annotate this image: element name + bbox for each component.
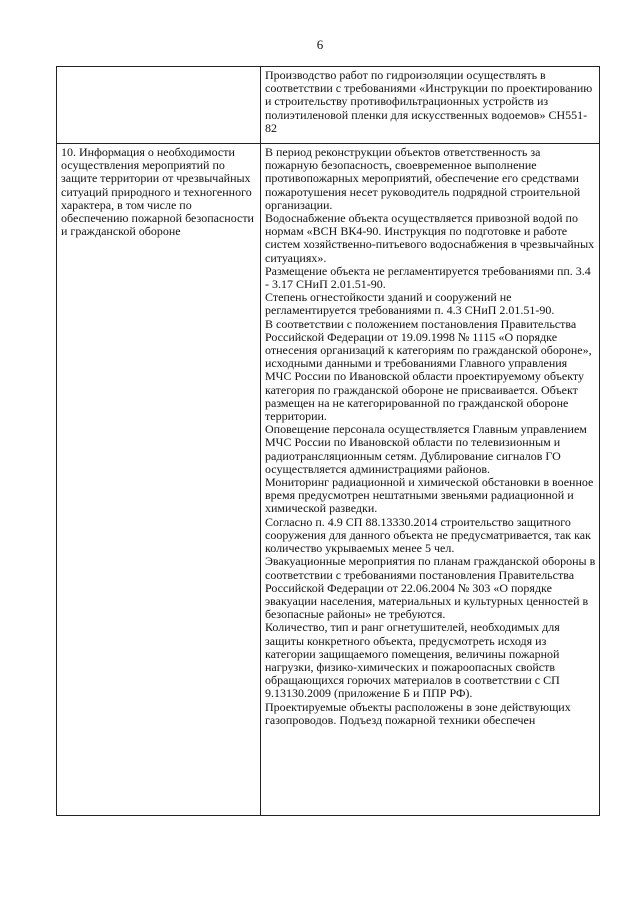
table-row [57,67,600,144]
page-number: 6 [316,37,324,52]
paragraph: Производство работ по гидроизоляции осуществлять в соответствии с требованиями «Инструкции по проектированию и строительству противофильтрационных устройств из полиэтиленовой пленки для искусственных водоемов» СН551-82 [265,68,593,135]
row-content-cell [261,144,600,816]
paragraph: Количество, тип и ранг огнетушителей, необходимых для защиты конкретного объекта, предусмотреть исходя из категории защищаемого помещения, величины пожарной нагрузки, физико-химических и пожароопасных свойств обращающихся горючих материалов в соответствии с СП 9.13130.2009 (приложение Б и ППР РФ). [265,620,560,701]
paragraph: В период реконструкции объектов ответственность за пожарную безопасность, своевременное выполнение противопожарных мероприятий, обеспечение его средствами пожаротушения несет руководитель подрядной строительной организации. [265,145,581,212]
paragraph: Степень огнестойкости зданий и сооружений не регламентируется требованиями п. 4.3 СНиП 2.01.51-90. [265,290,555,318]
row-content-cell [261,67,600,144]
table-row [57,144,600,816]
paragraph: Размещение объекта не регламентируется требованиями пп. 3.4 - 3.17 СНиП 2.01.51-90. [265,263,591,292]
paragraph: Оповещение персонала осуществляется Главным управлением МЧС России по Ивановской области по телевизионным и радиотрансляционным сетям. Дублирование сигналов ГО осуществляется администрациями районов. [265,422,587,476]
row-label-cell [57,67,261,144]
paragraph: Мониторинг радиационной и химической обстановки в военное время предусмотрен нештатными звеньями радиационной и химической разведки. [265,475,594,516]
paragraph: Эвакуационные мероприятия по планам гражданской обороны в соответствии с требованиями постановления Правительства Российской Федерации от 22.06.2004 № 303 «О порядке эвакуации населения, материальных и культурных ценностей в безопасные районы» не требуются. [265,554,596,622]
paragraph: Проектируемые объекты расположены в зоне действующих газопроводов. Подъезд пожарной техники обеспечен [265,699,571,727]
content-table [56,66,600,816]
paragraph: Водоснабжение объекта осуществляется привозной водой по нормам «ВСН ВК4-90. Инструкция по подготовке и работе систем хозяйственно-питьевого водоснабжения в чрезвычайных ситуациях». [265,211,595,265]
paragraph: Согласно п. 4.9 СП 88.13330.2014 строительство защитного сооружения для данного объекта не предусматривается, так как количество укрываемых менее 5 чел. [265,514,591,556]
paragraph: В соответствии с положением постановления Правительства Российской Федерации от 19.09.1998 № 1115 «О порядке отнесения организаций к категориям по гражданской обороне», исходными данными и требованиями Главного управления МЧС России по Ивановской области проектируемому объекту категория по гражданской обороне не присваивается. Объект размещен на не категорированной по гражданской обороне территории. [265,316,592,424]
row-label-cell: 10. Информация о необходимости осуществления мероприятий по защите территории от чрезвычайных ситуаций природного и техногенного характера, в том числе по обеспечению пожарной безопасности и гражданской обороне [57,144,261,816]
